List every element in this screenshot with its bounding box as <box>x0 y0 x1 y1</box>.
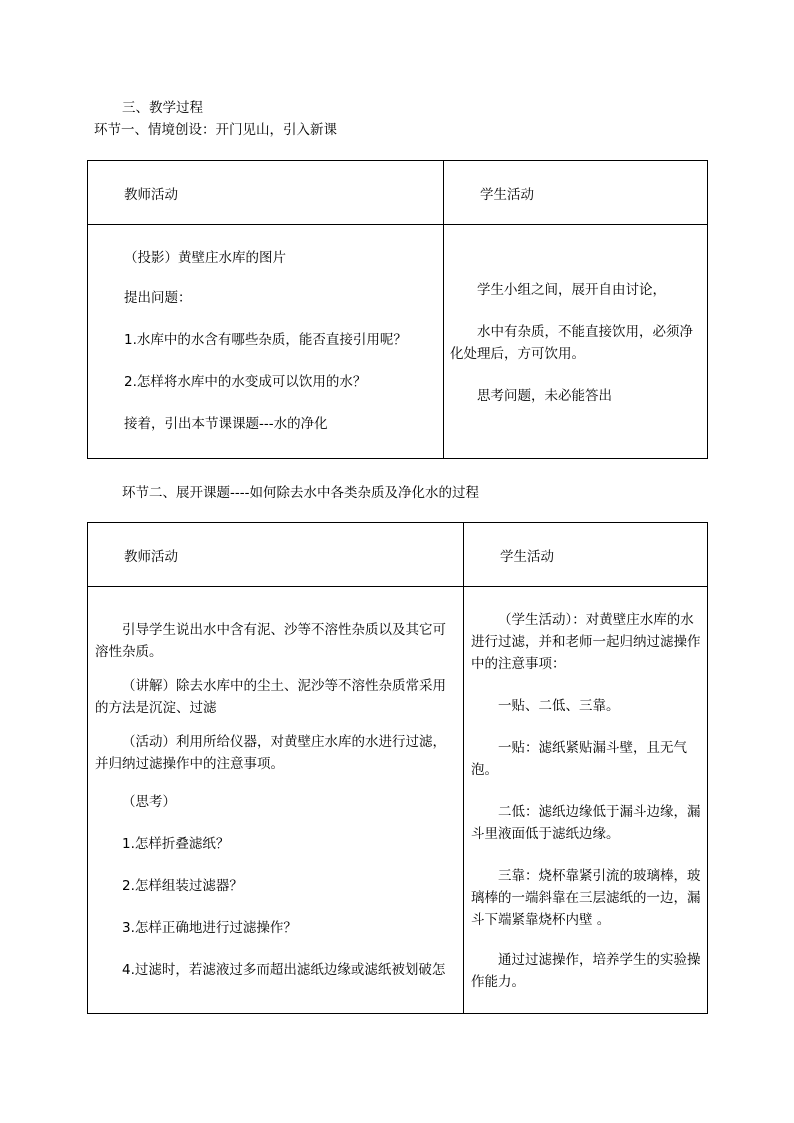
stage2-teacher-line-8: 4.过滤时，若滤液过多而超出滤纸边缘或滤纸被划破怎 <box>122 962 446 978</box>
stage1-body-row <box>88 225 708 459</box>
stage2-teacher-line-2: （讲解）除去水库中的尘土、泥沙等不溶性杂质常采用的方法是沉淀、过滤 <box>95 678 446 716</box>
stage2-teacher-cell <box>88 587 464 1014</box>
stage1-student-header-cell <box>444 161 708 225</box>
stage2-teacher-line-5: 1.怎样折叠滤纸？ <box>122 836 230 852</box>
stage2-student-cell <box>464 587 708 1014</box>
stage2-student-line-6: 通过过滤操作，培养学生的实验操作能力。 <box>471 952 701 990</box>
section-title: 三、教学过程 <box>122 100 203 116</box>
stage2-body-row <box>88 587 708 1014</box>
stage1-teacher-header-cell <box>88 161 444 225</box>
stage2-teacher-line-3: （活动）利用所给仪器，对黄壁庄水库的水进行过滤，并归纳过滤操作中的注意事项。 <box>95 734 446 772</box>
stage2-student-line-2: 一贴、二低、三靠。 <box>498 698 620 714</box>
stage1-student-header: 学生活动 <box>480 187 534 203</box>
stage2-teacher-header: 教师活动 <box>124 549 178 565</box>
stage1-teacher-header: 教师活动 <box>124 187 178 203</box>
stage2-student-line-3: 一贴：滤纸紧贴漏斗壁，且无气泡。 <box>471 740 687 778</box>
stage2-teacher-line-6: 2.怎样组装过滤器？ <box>122 878 243 894</box>
stage1-teacher-line-4: 2.怎样将水库中的水变成可以饮用的水？ <box>124 374 367 390</box>
stage1-teacher-cell <box>88 225 444 459</box>
stage2-student-header-cell <box>464 523 708 587</box>
stage2-title: 环节二、展开课题----如何除去水中各类杂质及净化水的过程 <box>122 485 479 501</box>
stage1-teacher-line-5: 接着，引出本节课课题---水的净化 <box>124 416 328 432</box>
stage1-teacher-line-1: （投影）黄壁庄水库的图片 <box>124 250 286 266</box>
stage2-student-header: 学生活动 <box>500 549 554 565</box>
stage1-student-line-1: 学生小组之间，展开自由讨论， <box>477 282 666 298</box>
stage1-student-cell <box>444 225 708 459</box>
stage2-teacher-line-1: 引导学生说出水中含有泥、沙等不溶性杂质以及其它可溶性杂质。 <box>95 622 446 660</box>
stage2-teacher-header-cell <box>88 523 464 587</box>
stage1-header-row <box>88 161 708 225</box>
stage2-header-row <box>88 523 708 587</box>
stage2-student-line-1: （学生活动）：对黄壁庄水库的水进行过滤，并和老师一起归纳过滤操作中的注意事项： <box>471 612 701 672</box>
stage2-teacher-line-4: （思考） <box>122 794 176 810</box>
stage1-teacher-line-2: 提出问题： <box>124 290 192 306</box>
stage1-teacher-line-3: 1.水库中的水含有哪些杂质，能否直接引用呢？ <box>124 332 407 348</box>
stage2-table <box>87 522 708 1014</box>
stage1-student-line-2: 水中有杂质，不能直接饮用，必须净化处理后，方可饮用。 <box>450 324 693 362</box>
stage1-student-line-3: 思考问题，未必能答出 <box>477 388 612 404</box>
stage2-student-line-5: 三靠：烧杯靠紧引流的玻璃棒，玻璃棒的一端斜靠在三层滤纸的一边，漏斗下端紧靠烧杯内壁 。 <box>471 868 701 928</box>
stage2-student-line-4: 二低：滤纸边缘低于漏斗边缘，漏斗里液面低于滤纸边缘。 <box>471 804 701 842</box>
stage1-title: 环节一、情境创设：开门见山，引入新课 <box>94 122 337 138</box>
stage2-teacher-line-7: 3.怎样正确地进行过滤操作？ <box>122 920 297 936</box>
stage1-table <box>87 160 708 459</box>
